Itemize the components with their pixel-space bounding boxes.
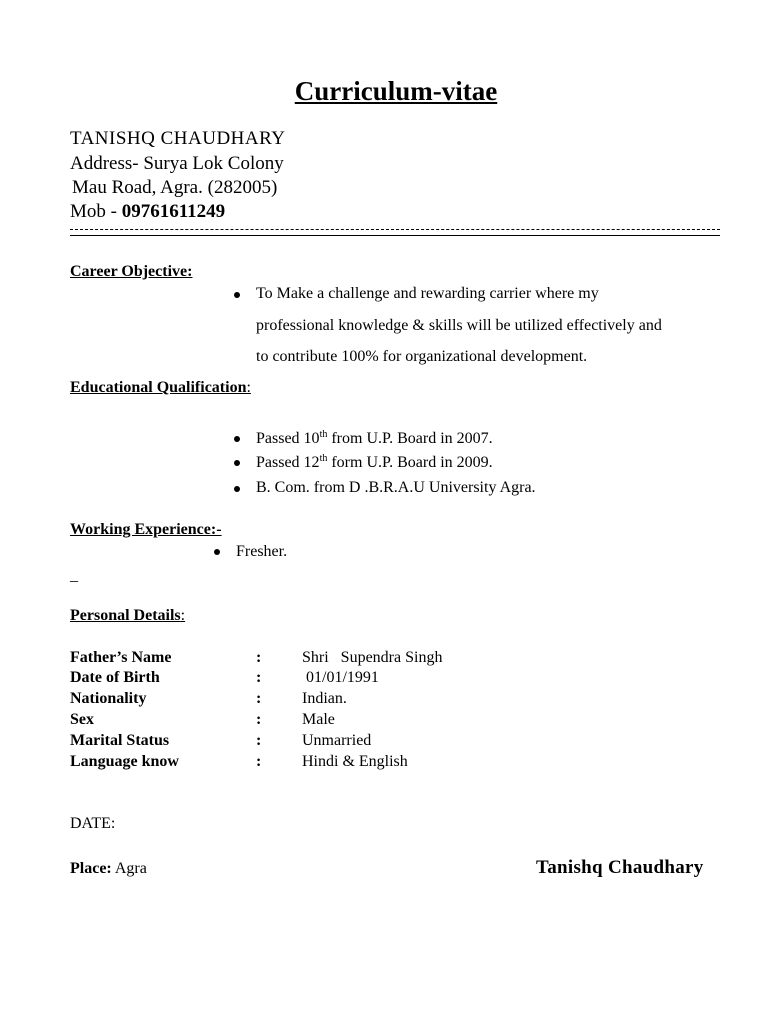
bullet-icon: [234, 460, 240, 466]
personal-label-language: Language know: [70, 753, 179, 770]
experience-heading: Working Experience:-: [70, 521, 222, 538]
experience-item: Fresher.: [236, 543, 288, 560]
personal-colon: :: [256, 690, 262, 707]
personal-colon: :: [256, 753, 262, 770]
stray-underscore: _: [70, 567, 78, 584]
signature-name: Tanishq Chaudhary: [536, 857, 704, 878]
personal-value-nationality: Indian.: [302, 690, 347, 707]
date-label: DATE:: [70, 815, 116, 832]
place-line: [70, 860, 147, 878]
superscript: th: [319, 429, 328, 440]
personal-value-sex: Male: [302, 711, 335, 728]
personal-colon: :: [256, 711, 262, 728]
personal-label-sex: Sex: [70, 711, 94, 728]
education-item-text: from U.P. Board in 2007.: [327, 430, 493, 447]
career-objective-line-1: To Make a challenge and rewarding carrier where my: [256, 285, 599, 302]
personal-label-father: Father’s Name: [70, 649, 172, 666]
education-item-1: [256, 429, 493, 448]
career-objective-line-3: to contribute 100% for organizational development.: [256, 348, 588, 365]
education-heading: [70, 379, 251, 397]
education-item-text: Passed 10: [256, 430, 320, 447]
education-item-3: B. Com. from D .B.R.A.U University Agra.: [256, 479, 536, 496]
personal-value-dob: 01/01/1991: [302, 669, 379, 686]
career-objective-line-2: professional knowledge & skills will be utilized effectively and: [256, 317, 662, 334]
address-line-1: Address- Surya Lok Colony: [70, 153, 284, 174]
education-item-text: form U.P. Board in 2009.: [327, 454, 493, 471]
bullet-icon: [234, 436, 240, 442]
address-line-2: Mau Road, Agra. (282005): [72, 177, 278, 198]
personal-label-dob: Date of Birth: [70, 669, 160, 686]
personal-colon: :: [256, 732, 262, 749]
candidate-name: TANISHQ CHAUDHARY: [70, 128, 286, 149]
personal-value-language: Hindi & English: [302, 753, 408, 770]
divider-dashed: [70, 229, 720, 231]
personal-label-marital-status: Marital Status: [70, 732, 170, 749]
education-heading-colon: :: [246, 379, 251, 396]
personal-colon: :: [256, 649, 262, 666]
career-objective-heading: Career Objective:: [70, 263, 193, 280]
personal-value-marital-status: Unmarried: [302, 732, 372, 749]
personal-heading-text: Personal Details: [70, 607, 181, 624]
mobile-number: 09761611249: [121, 201, 226, 222]
mobile-line: [70, 201, 225, 223]
personal-heading-colon: :: [180, 607, 186, 624]
personal-label-nationality: Nationality: [70, 690, 147, 707]
education-heading-text: Educational Qualification: [70, 379, 247, 396]
bullet-icon: [234, 486, 240, 492]
personal-details-heading: [70, 607, 185, 625]
place-label: Place:: [70, 860, 112, 877]
personal-value-father: Shri Supendra Singh: [302, 649, 443, 666]
bullet-icon: [234, 292, 240, 298]
superscript: th: [319, 453, 328, 464]
divider-solid: [70, 235, 720, 237]
mobile-label: Mob -: [70, 201, 122, 222]
place-value: Agra: [111, 860, 147, 877]
education-item-2: [256, 453, 493, 472]
bullet-icon: [214, 549, 220, 555]
education-item-text: Passed 12: [256, 454, 320, 471]
personal-colon: :: [256, 669, 262, 686]
document-title: Curriculum-vitae: [294, 76, 498, 106]
